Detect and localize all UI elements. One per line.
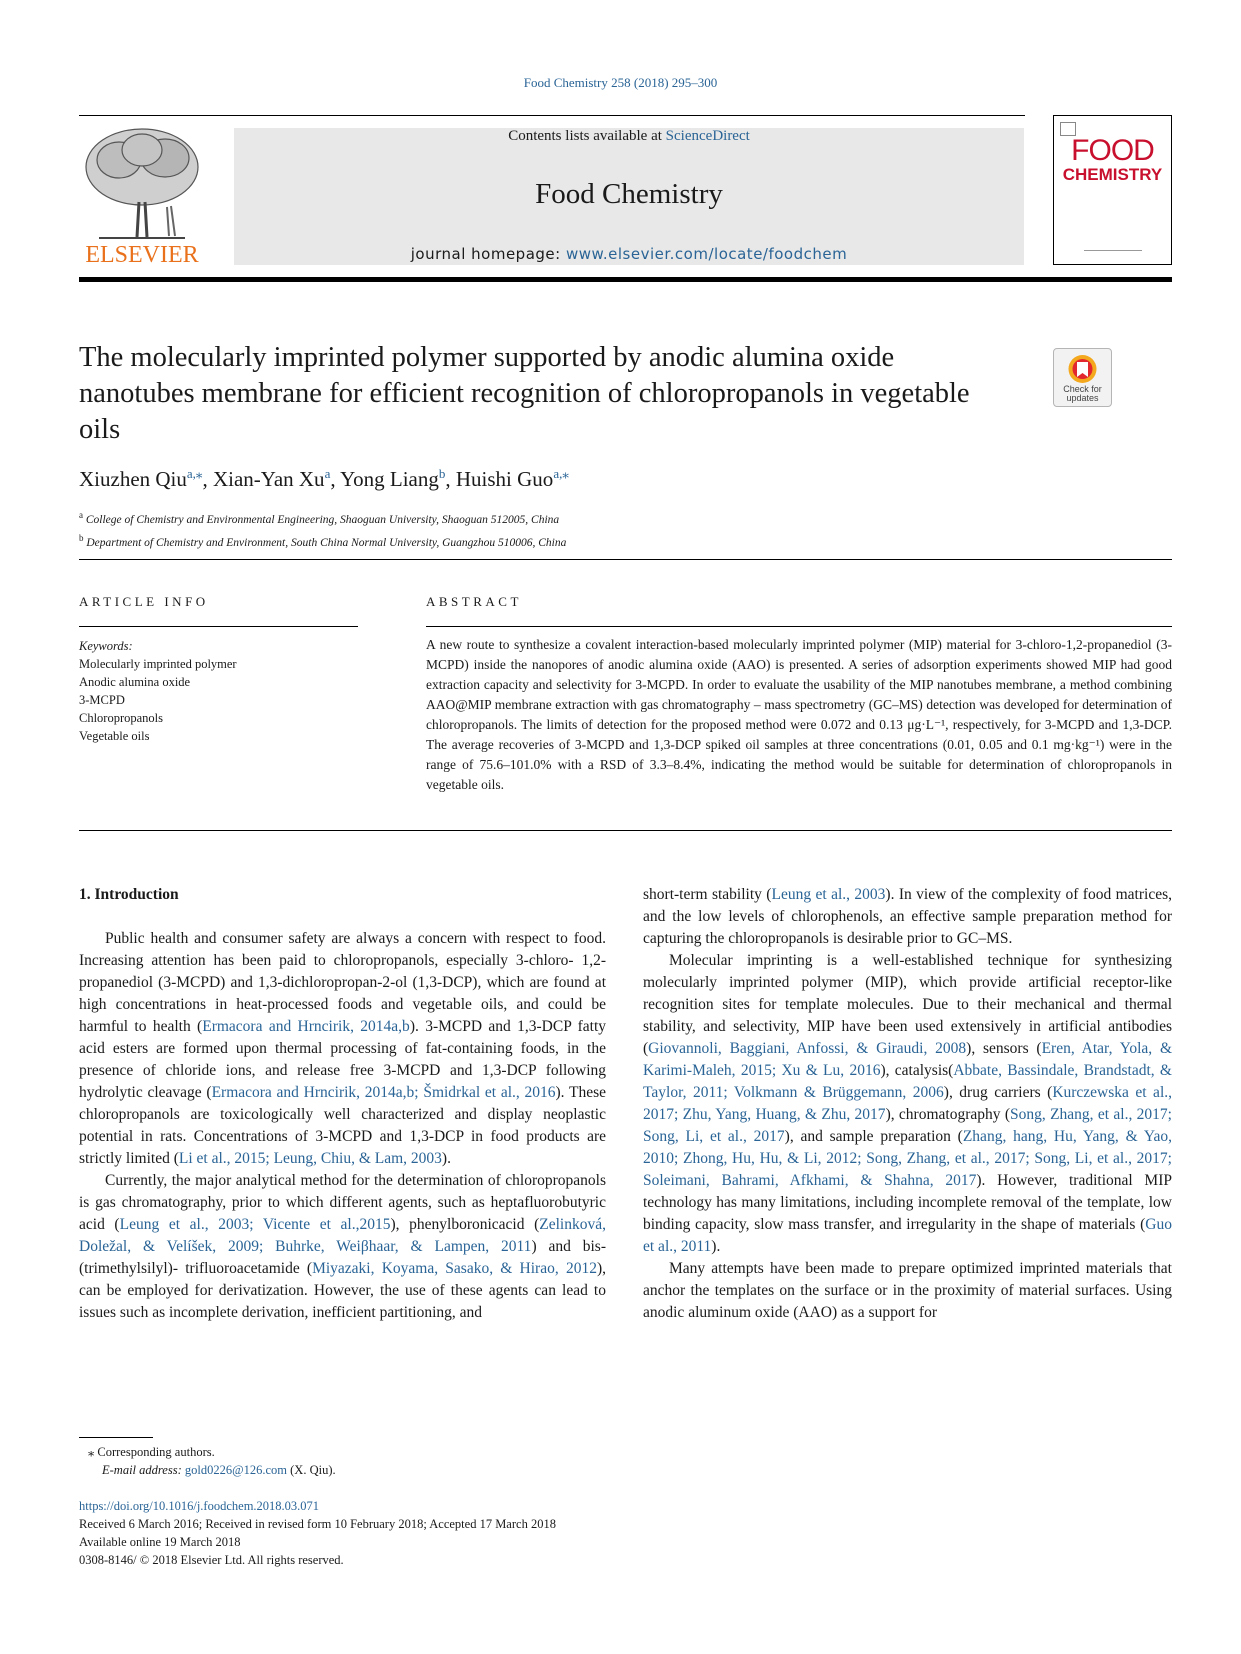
author-list: Xiuzhen Qiu$^{a,⁎}$, Xian-Yan Xu$^a$, Yong Liang$^b$, Huishi Guo$^{a,⁎}$	[79, 466, 569, 491]
keywords-list	[79, 637, 237, 745]
keywords-label: Keywords:	[79, 639, 133, 653]
cover-title-line2: CHEMISTRY	[1062, 165, 1163, 184]
citation-link[interactable]: Ermacora and Hrncirik, 2014a,b; Šmidrkal et al., 2016	[211, 1084, 556, 1101]
text-run: short-term stability (	[643, 886, 772, 903]
body-column-right	[643, 884, 1172, 1324]
author-affil-mark[interactable]: a	[324, 466, 331, 481]
affiliation-mark: a	[79, 510, 83, 520]
author-name[interactable]: Xian-Yan Xu	[212, 467, 325, 491]
section-heading-introduction: 1. Introduction	[79, 886, 179, 903]
keyword: Chloropropanols	[79, 711, 164, 725]
text-run: Currently, the major analytical method for the determination of chloropropanols is gas chromatography, prior to which different agents, such as heptafluorobutyric acid (	[79, 1172, 606, 1233]
text-run: Molecular imprinting is a well-established technique for synthesizing molecularly imprinted polymer (MIP), which provide artificial receptor-like recognition sites for template molecules. Due to their mechanical and thermal stability, and selectivity, MIP have been used extensively in artificial antibodies (	[643, 952, 1172, 1057]
citation-link[interactable]: Guo et al., 2011	[643, 1216, 1172, 1255]
author-name[interactable]: Huishi Guo	[455, 467, 554, 491]
check-for-updates-badge[interactable]	[1053, 348, 1112, 407]
updates-label-2: updates	[1066, 393, 1099, 403]
paragraph	[79, 1170, 606, 1324]
affiliations	[79, 506, 566, 552]
contents-prefix: Contents lists available at	[508, 128, 666, 144]
citation-link[interactable]: Leung et al., 2003	[771, 886, 886, 903]
citation-link[interactable]: Abbate, Bassindale, Brandstadt, & Taylor, 2011; Volkmann & Brüggemann, 2006	[643, 1062, 1172, 1101]
text-run: ), can be employed for derivatization. However, the use of these agents can lead to issues such as incomplete derivation, inefficient partitioning, and	[79, 1260, 606, 1321]
journal-cover	[1053, 115, 1172, 265]
citation-link[interactable]: Zelinková, Doležal, & Velíšek, 2009; Buhrke, Weiβhaar, & Lampen, 2011	[79, 1216, 606, 1255]
email-suffix: (X. Qiu).	[287, 1463, 336, 1477]
divider	[79, 626, 358, 627]
divider	[79, 830, 1172, 831]
journal-citation[interactable]: Food Chemistry 258 (2018) 295–300	[523, 75, 718, 90]
cover-title-line1: FOOD	[1071, 134, 1154, 167]
tree-icon	[79, 122, 205, 268]
homepage-line	[234, 245, 1024, 263]
available-online: Available online 19 March 2018	[79, 1535, 241, 1549]
footnotes	[88, 1443, 336, 1479]
received-dates: Received 6 March 2016; Received in revised form 10 February 2018; Accepted 17 March 2018	[79, 1517, 556, 1531]
divider	[426, 626, 1172, 627]
paragraph	[79, 928, 606, 1170]
citation-link[interactable]: Song, Zhang, et al., 2017; Song, Li, et al., 2017	[643, 1106, 1172, 1145]
citation-link[interactable]: Miyazaki, Koyama, Sasako, & Hirao, 2012	[312, 1260, 597, 1277]
paragraph	[643, 950, 1172, 1258]
keyword: Vegetable oils	[79, 729, 150, 743]
citation-link[interactable]: Eren, Atar, Yola, & Karimi-Maleh, 2015; Xu & Lu, 2016	[643, 1040, 1172, 1079]
author-affil-mark[interactable]: a,⁎	[186, 466, 203, 481]
publication-info	[79, 1497, 556, 1569]
paragraph	[643, 1258, 1172, 1324]
affiliation-text: College of Chemistry and Environmental Engineering, Shaoguan University, Shaoguan 512005, China	[85, 513, 560, 526]
copyright: 0308-8146/ © 2018 Elsevier Ltd. All rights reserved.	[79, 1553, 344, 1567]
elsevier-logo	[79, 122, 205, 268]
text-run: ). These chloropropanols are toxicologically well characterized and display neoplastic potential in rats. Concentrations of 3-MCPD and 1,3-DCP in food products are strictly limited (	[79, 1084, 607, 1167]
author-name[interactable]: Yong Liang	[340, 467, 439, 491]
text-run: ), sensors (	[966, 1040, 1042, 1057]
cover-rule	[1084, 250, 1142, 251]
citation-link[interactable]: Kurczewska et al., 2017; Zhu, Yang, Huang, & Zhu, 2017	[643, 1084, 1172, 1123]
text-run: Many attempts have been made to prepare optimized imprinted materials that anchor the templates on the surface or in the proximity of material surfaces. Using anodic aluminum oxide (AAO) as a support for	[643, 1260, 1172, 1321]
affiliation-a	[79, 506, 566, 529]
text-run: Public health and consumer safety are always a concern with respect to food. Increasing attention has been paid to chloropropanols, especially 3-chloro- 1,2-propanediol (3-MCPD) and 1,3-dichloropropan-2-ol (1,3-DCP), which are found at high concentrations in heat-processed foods and vegetable oils, and could be harmful to health (	[79, 930, 606, 1035]
paragraph	[643, 884, 1172, 950]
affiliation-mark: b	[79, 532, 84, 543]
updates-label-1: Check for	[1063, 384, 1102, 394]
homepage-link[interactable]: www.elsevier.com/locate/foodchem	[565, 245, 848, 263]
text-run: ), phenylboronicacid (	[390, 1216, 540, 1233]
affiliation-b	[79, 529, 566, 552]
text-run: ). In view of the complexity of food matrices, and the low levels of chlorophenols, an effective sample preparation method for capturing the chloropropanols is desirable prior to GC–MS.	[643, 886, 1172, 947]
email-label: E-mail address:	[102, 1463, 185, 1477]
text-run: ) and bis-(trimethylsilyl)- trifluoroacetamide (	[79, 1238, 606, 1277]
sciencedirect-link[interactable]: ScienceDirect	[665, 128, 750, 144]
author-affil-mark[interactable]: b	[438, 466, 446, 481]
footnote-rule	[79, 1437, 153, 1438]
citation-link[interactable]: Leung et al., 2003; Vicente et al.,2015	[119, 1216, 391, 1233]
text-run: ). 3-MCPD and 1,3-DCP fatty acid esters are formed upon thermal processing of fat-containing foods, in the presence of chloride ions, and release free 3-MCPD and 1,3-DCP following hydrolytic cleavage (	[79, 1018, 607, 1101]
article-title: The molecularly imprinted polymer supported by anodic alumina oxide nanotubes membrane for efficient recognition of chloropropanols in vegetable oils	[79, 342, 970, 445]
text-run: ), catalysis(	[880, 1062, 954, 1079]
citation-link[interactable]: Li et al., 2015; Leung, Chiu, & Lam, 2003	[178, 1150, 442, 1167]
abstract-heading: ABSTRACT	[426, 594, 522, 609]
journal-banner	[234, 128, 1024, 265]
keyword: Anodic alumina oxide	[79, 675, 191, 689]
doi-link[interactable]: https://doi.org/10.1016/j.foodchem.2018.03.071	[79, 1499, 320, 1513]
email-link[interactable]: gold0226@126.com	[184, 1463, 288, 1477]
citation-link[interactable]: Giovannoli, Baggiani, Anfossi, & Giraudi, 2008	[648, 1040, 967, 1057]
text-run: ), and sample preparation (	[784, 1128, 963, 1145]
author-name[interactable]: Xiuzhen Qiu	[79, 467, 187, 491]
text-run: ), drug carriers (	[943, 1084, 1053, 1101]
text-run: ).	[441, 1150, 451, 1167]
abstract-text: A new route to synthesize a covalent interaction-based molecularly imprinted polymer (MIP) material for 3-chloro-1,2-propanediol (3-MCPD) inside the nanopores of anodic alumina oxide (AAO) is presented. A series of adsorption experiments showed MIP had good extraction capacity and selectivity for 3-MCPD. In order to evaluate the usability of the MIP nanotubes membrane, a method combining AAO@MIP membrane extraction with gas chromatography – mass spectrometry (GC–MS) detection was developed for determination of chloropropanols. The limits of detection for the proposed method were 0.072 and 0.13 μg·L⁻¹, respectively, for 3-MCPD and 1,3-DCP. The average recoveries of 3-MCPD and 1,3-DCP spiked oil samples at three concentrations (0.01, 0.05 and 0.1 mg·kg⁻¹) were in the range of 75.6–101.0% with a RSD of 3.3–8.4%, indicating the method would be suitable for determination of chloropropanols in vegetable oils.	[426, 637, 1172, 792]
citation-link[interactable]: Zhang, hang, Hu, Yang, & Yao, 2010; Zhong, Hu, Hu, & Li, 2012; Song, Zhang, et al., 2017; Song, Li, et al., 2017; Soleimani, Bahrami, Afkhami, & Shahna, 2017	[643, 1128, 1172, 1189]
citation-link[interactable]: Ermacora and Hrncirik, 2014a,b	[202, 1018, 410, 1035]
homepage-prefix: journal homepage:	[410, 245, 566, 263]
text-run: ), chromatography (	[885, 1106, 1010, 1123]
journal-title: Food Chemistry	[535, 178, 723, 210]
body-column-left	[79, 884, 606, 1324]
header-thick-rule	[79, 277, 1172, 282]
contents-line	[234, 128, 1024, 145]
text-run: ). However, traditional MIP technology has many limitations, including incomplete removal of the template, low binding capacity, slow mass transfer, and irregularity in the shape of materials (	[643, 1172, 1172, 1233]
publisher-wordmark: ELSEVIER	[85, 242, 199, 268]
article-info-heading: ARTICLE INFO	[79, 594, 209, 609]
corresponding-note: ⁎ Corresponding authors.	[88, 1445, 215, 1459]
author-affil-mark[interactable]: a,⁎	[553, 466, 569, 481]
email-note	[88, 1461, 336, 1479]
keyword: Molecularly imprinted polymer	[79, 657, 237, 671]
divider	[79, 559, 1172, 560]
text-run: ).	[711, 1238, 721, 1255]
affiliation-text: Department of Chemistry and Environment, South China Normal University, Guangzhou 510006, China	[86, 536, 567, 549]
keyword: 3-MCPD	[79, 693, 125, 707]
header-top-rule	[79, 115, 1025, 116]
updates-icon	[1054, 351, 1111, 387]
